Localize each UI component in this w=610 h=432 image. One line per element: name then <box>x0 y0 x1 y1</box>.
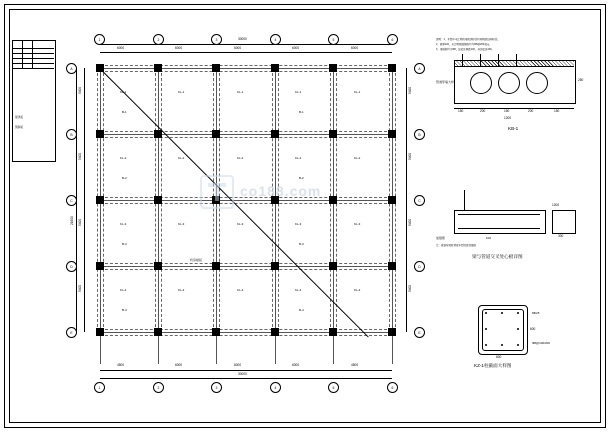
dim-top-4: 6000 <box>292 46 300 50</box>
column-marker <box>154 64 162 72</box>
column-marker <box>388 262 396 270</box>
legend-rule <box>22 40 23 68</box>
detail-mid-caption: 梁与管道交叉处心板详图 <box>472 254 523 259</box>
column-marker <box>96 196 104 204</box>
axis-bubble-top-4: 4 <box>270 34 281 45</box>
dim-bottom-5: 4500 <box>351 363 359 367</box>
detail-top-slab-line <box>454 66 574 67</box>
beam-label: KL-1 <box>178 90 185 94</box>
detail-bottom-rebar-note: 8Φ25 <box>532 311 540 315</box>
dim-right-4: 5400 <box>408 284 412 292</box>
axis-bubble-top-1: 1 <box>94 34 105 45</box>
dim-line-bottom-total <box>100 378 392 379</box>
beam-label: KL-3 <box>295 222 302 226</box>
dim-left-3: 5400 <box>78 218 82 226</box>
axis-bubble-left-D: D <box>66 261 77 272</box>
detail-top-dim-5: 150 <box>554 109 560 113</box>
rebar-dot <box>485 312 487 314</box>
structural-plan <box>62 30 432 400</box>
legend-item-2: 预制板 <box>15 126 24 129</box>
detail-mid-note: 注：管道穿梁时须按本图设置加强筋 <box>436 244 477 247</box>
detail-mid-dim-side: 300 <box>558 234 564 238</box>
diagonal-note: 机房楼板 <box>190 258 203 262</box>
grid-line-v5 <box>333 64 334 364</box>
beam-label: KL-3 <box>178 222 185 226</box>
beam-label: KL-2 <box>295 156 302 160</box>
column-marker <box>96 262 104 270</box>
rebar-dot <box>517 344 519 346</box>
detail-bottom-block <box>470 305 580 375</box>
axis-bubble-right-D: D <box>414 261 425 272</box>
detail-top-note-3: 3、梁箍筋均为Φ8，加密区间距100，非加密区200。 <box>436 48 495 51</box>
beam-label: KL-4 <box>178 288 185 292</box>
column-marker <box>154 262 162 270</box>
detail-mid-side-view <box>552 210 576 234</box>
column-marker <box>329 328 337 336</box>
dim-top-3: 6000 <box>234 46 242 50</box>
beam-edge <box>100 335 392 336</box>
detail-bottom-dim-2: 600 <box>530 327 536 331</box>
beam-edge <box>100 329 392 330</box>
slab-label: B-4 <box>299 308 304 312</box>
column-marker <box>388 64 396 72</box>
axis-bubble-top-3: 3 <box>211 34 222 45</box>
dim-line-top <box>100 52 392 53</box>
detail-top-dim-1: 150 <box>458 109 464 113</box>
axis-bubble-left-B: B <box>66 129 77 140</box>
column-marker <box>271 262 279 270</box>
dim-bottom-total: 30000 <box>238 372 247 376</box>
legend-rule <box>12 53 54 54</box>
axis-bubble-left-C: C <box>66 195 77 206</box>
column-marker <box>154 196 162 204</box>
column-marker <box>271 64 279 72</box>
column-marker <box>212 64 220 72</box>
dim-bottom-4: 6000 <box>292 363 300 367</box>
grid-line-v4 <box>275 64 276 364</box>
column-marker <box>271 328 279 336</box>
watermark-text: co188.com <box>240 183 322 199</box>
axis-bubble-top-6: 6 <box>387 34 398 45</box>
column-marker <box>329 262 337 270</box>
grid-line-hE <box>96 332 396 333</box>
beam-edge <box>100 203 392 204</box>
beam-edge <box>100 65 392 66</box>
dim-right-2: 5400 <box>408 152 412 160</box>
rebar-dot <box>501 344 503 346</box>
grid-line-v2 <box>158 64 159 364</box>
beam-edge <box>100 71 392 72</box>
column-marker <box>96 328 104 336</box>
beam-label: KL-3 <box>120 222 127 226</box>
slab-label: B-4 <box>122 308 127 312</box>
column-marker <box>329 130 337 138</box>
dim-bottom-2: 6000 <box>175 363 183 367</box>
grid-line-hD <box>96 266 396 267</box>
grid-line-v6 <box>392 64 393 364</box>
legend-rule <box>32 40 33 68</box>
detail-mid-bot-rebar <box>458 228 540 229</box>
axis-bubble-bottom-5: 5 <box>328 382 339 393</box>
axis-bubble-bottom-4: 4 <box>270 382 281 393</box>
rebar-dot <box>517 312 519 314</box>
column-marker <box>388 130 396 138</box>
slab-label: B-1 <box>122 110 127 114</box>
beam-label: KL-2 <box>120 156 127 160</box>
axis-bubble-right-A: A <box>414 63 425 74</box>
grid-line-hC <box>96 200 396 201</box>
detail-top-left-label: 管道穿墙大样 <box>436 80 455 84</box>
grid-line-hA <box>96 68 396 69</box>
dim-top-total: 30000 <box>238 37 247 41</box>
slab-label: B-3 <box>122 242 127 246</box>
axis-bubble-bottom-1: 1 <box>94 382 105 393</box>
axis-bubble-left-E: E <box>66 327 77 338</box>
beam-label: KL-4 <box>120 288 127 292</box>
dim-top-1: 6000 <box>117 46 125 50</box>
detail-mid-top-rebar <box>458 214 540 215</box>
axis-bubble-top-5: 5 <box>328 34 339 45</box>
rebar-dot <box>517 328 519 330</box>
rebar-tick <box>480 54 481 66</box>
beam-edge <box>100 263 392 264</box>
dim-left-2: 5400 <box>78 152 82 160</box>
detail-top-note-2: 2、板厚120，未注明板面钢筋均为Φ8@200双向。 <box>436 43 492 46</box>
column-marker <box>96 130 104 138</box>
detail-bottom-dim-1: 600 <box>496 355 502 359</box>
beam-label: KL-2 <box>354 156 361 160</box>
rebar-tick <box>516 54 517 66</box>
slab-label: B-1 <box>299 110 304 114</box>
detail-top-block <box>436 38 588 138</box>
detail-mid-block <box>436 190 588 270</box>
column-marker <box>329 196 337 204</box>
rebar-dot <box>485 328 487 330</box>
dim-left-total: 21600 <box>70 216 74 225</box>
slab-label: B-2 <box>122 176 127 180</box>
axis-bubble-bottom-2: 2 <box>153 382 164 393</box>
detail-top-dim-4: 200 <box>528 109 534 113</box>
legend-rule <box>12 68 54 69</box>
column-marker <box>271 130 279 138</box>
axis-bubble-top-2: 2 <box>153 34 164 45</box>
dim-top-2: 6000 <box>175 46 183 50</box>
beam-label: KL-4 <box>295 288 302 292</box>
detail-top-bottom-dim: 1200 <box>504 116 512 120</box>
detail-mid-dim-top: 1200 <box>552 203 560 207</box>
column-marker <box>388 196 396 204</box>
dim-line-right <box>406 68 407 332</box>
dim-left-1: 5400 <box>78 86 82 94</box>
watermark-logo <box>200 175 234 214</box>
slab-label: B-3 <box>299 242 304 246</box>
axis-bubble-right-E: E <box>414 327 425 338</box>
legend-rule <box>12 48 54 49</box>
dim-top-5: 6000 <box>351 46 359 50</box>
rebar-tick <box>462 54 463 66</box>
detail-bottom-caption: KZ-1柱截面大样图 <box>474 363 512 368</box>
grid-line-hB <box>96 134 396 135</box>
pipe-circle <box>498 72 520 94</box>
legend-rule <box>12 58 54 59</box>
detail-top-note-1: 说明：1、本图中未注明的梁板顶标高均同楼层结构标高。 <box>436 38 500 41</box>
dim-line-bottom <box>100 370 392 371</box>
detail-mid-vline <box>464 190 465 210</box>
dim-line-left-total <box>76 68 77 332</box>
beam-edge <box>100 269 392 270</box>
beam-edge <box>100 137 392 138</box>
column-marker <box>154 328 162 336</box>
detail-top-caption: KB-1 <box>508 126 519 131</box>
axis-bubble-right-B: B <box>414 129 425 140</box>
beam-label: KL-3 <box>354 222 361 226</box>
beam-label: KL-4 <box>237 288 244 292</box>
column-marker <box>212 328 220 336</box>
beam-label: KL-2 <box>178 156 185 160</box>
axis-bubble-left-A: A <box>66 63 77 74</box>
detail-top-dim-left: 250 <box>578 78 584 82</box>
detail-top-dim-3: 150 <box>504 109 510 113</box>
dim-right-1: 5400 <box>408 86 412 94</box>
beam-label: KL-1 <box>237 90 244 94</box>
column-marker <box>212 262 220 270</box>
beam-label: KL-2 <box>237 156 244 160</box>
beam-label: KL-4 <box>354 288 361 292</box>
detail-top-dim-2: 200 <box>480 109 486 113</box>
beam-label: KL-1 <box>354 90 361 94</box>
beam-label: KL-1 <box>295 90 302 94</box>
axis-bubble-bottom-3: 3 <box>211 382 222 393</box>
detail-mid-label-a: 加强筋 <box>436 236 446 240</box>
dim-left-4: 5400 <box>78 284 82 292</box>
dim-bottom-3: 6000 <box>234 363 242 367</box>
column-marker <box>212 130 220 138</box>
legend-rule <box>12 63 54 64</box>
column-marker <box>388 328 396 336</box>
rebar-tick <box>498 54 499 66</box>
dim-line-top-total <box>100 44 392 45</box>
rebar-dot <box>501 312 503 314</box>
beam-edge <box>100 131 392 132</box>
grid-line-v1 <box>100 64 101 364</box>
beam-label: KL-3 <box>237 222 244 226</box>
dim-line-left <box>84 68 85 332</box>
rebar-dot <box>485 344 487 346</box>
detail-mid-label-b: 100 <box>486 236 492 240</box>
legend-item-1: 现浇板 <box>15 116 24 119</box>
detail-bottom-stirrup-note: Φ8@100/200 <box>532 341 550 345</box>
pipe-circle <box>470 72 492 94</box>
pipe-circle <box>526 72 548 94</box>
axis-bubble-right-C: C <box>414 195 425 206</box>
beam-label: KL-1 <box>120 90 127 94</box>
grid-line-v3 <box>216 64 217 364</box>
detail-top-hatch <box>454 60 574 66</box>
dim-right-3: 5400 <box>408 218 412 226</box>
legend-left-block <box>12 40 54 160</box>
axis-bubble-bottom-6: 6 <box>387 382 398 393</box>
column-marker <box>329 64 337 72</box>
dim-bottom-1: 4500 <box>117 363 125 367</box>
slab-label: B-2 <box>299 176 304 180</box>
